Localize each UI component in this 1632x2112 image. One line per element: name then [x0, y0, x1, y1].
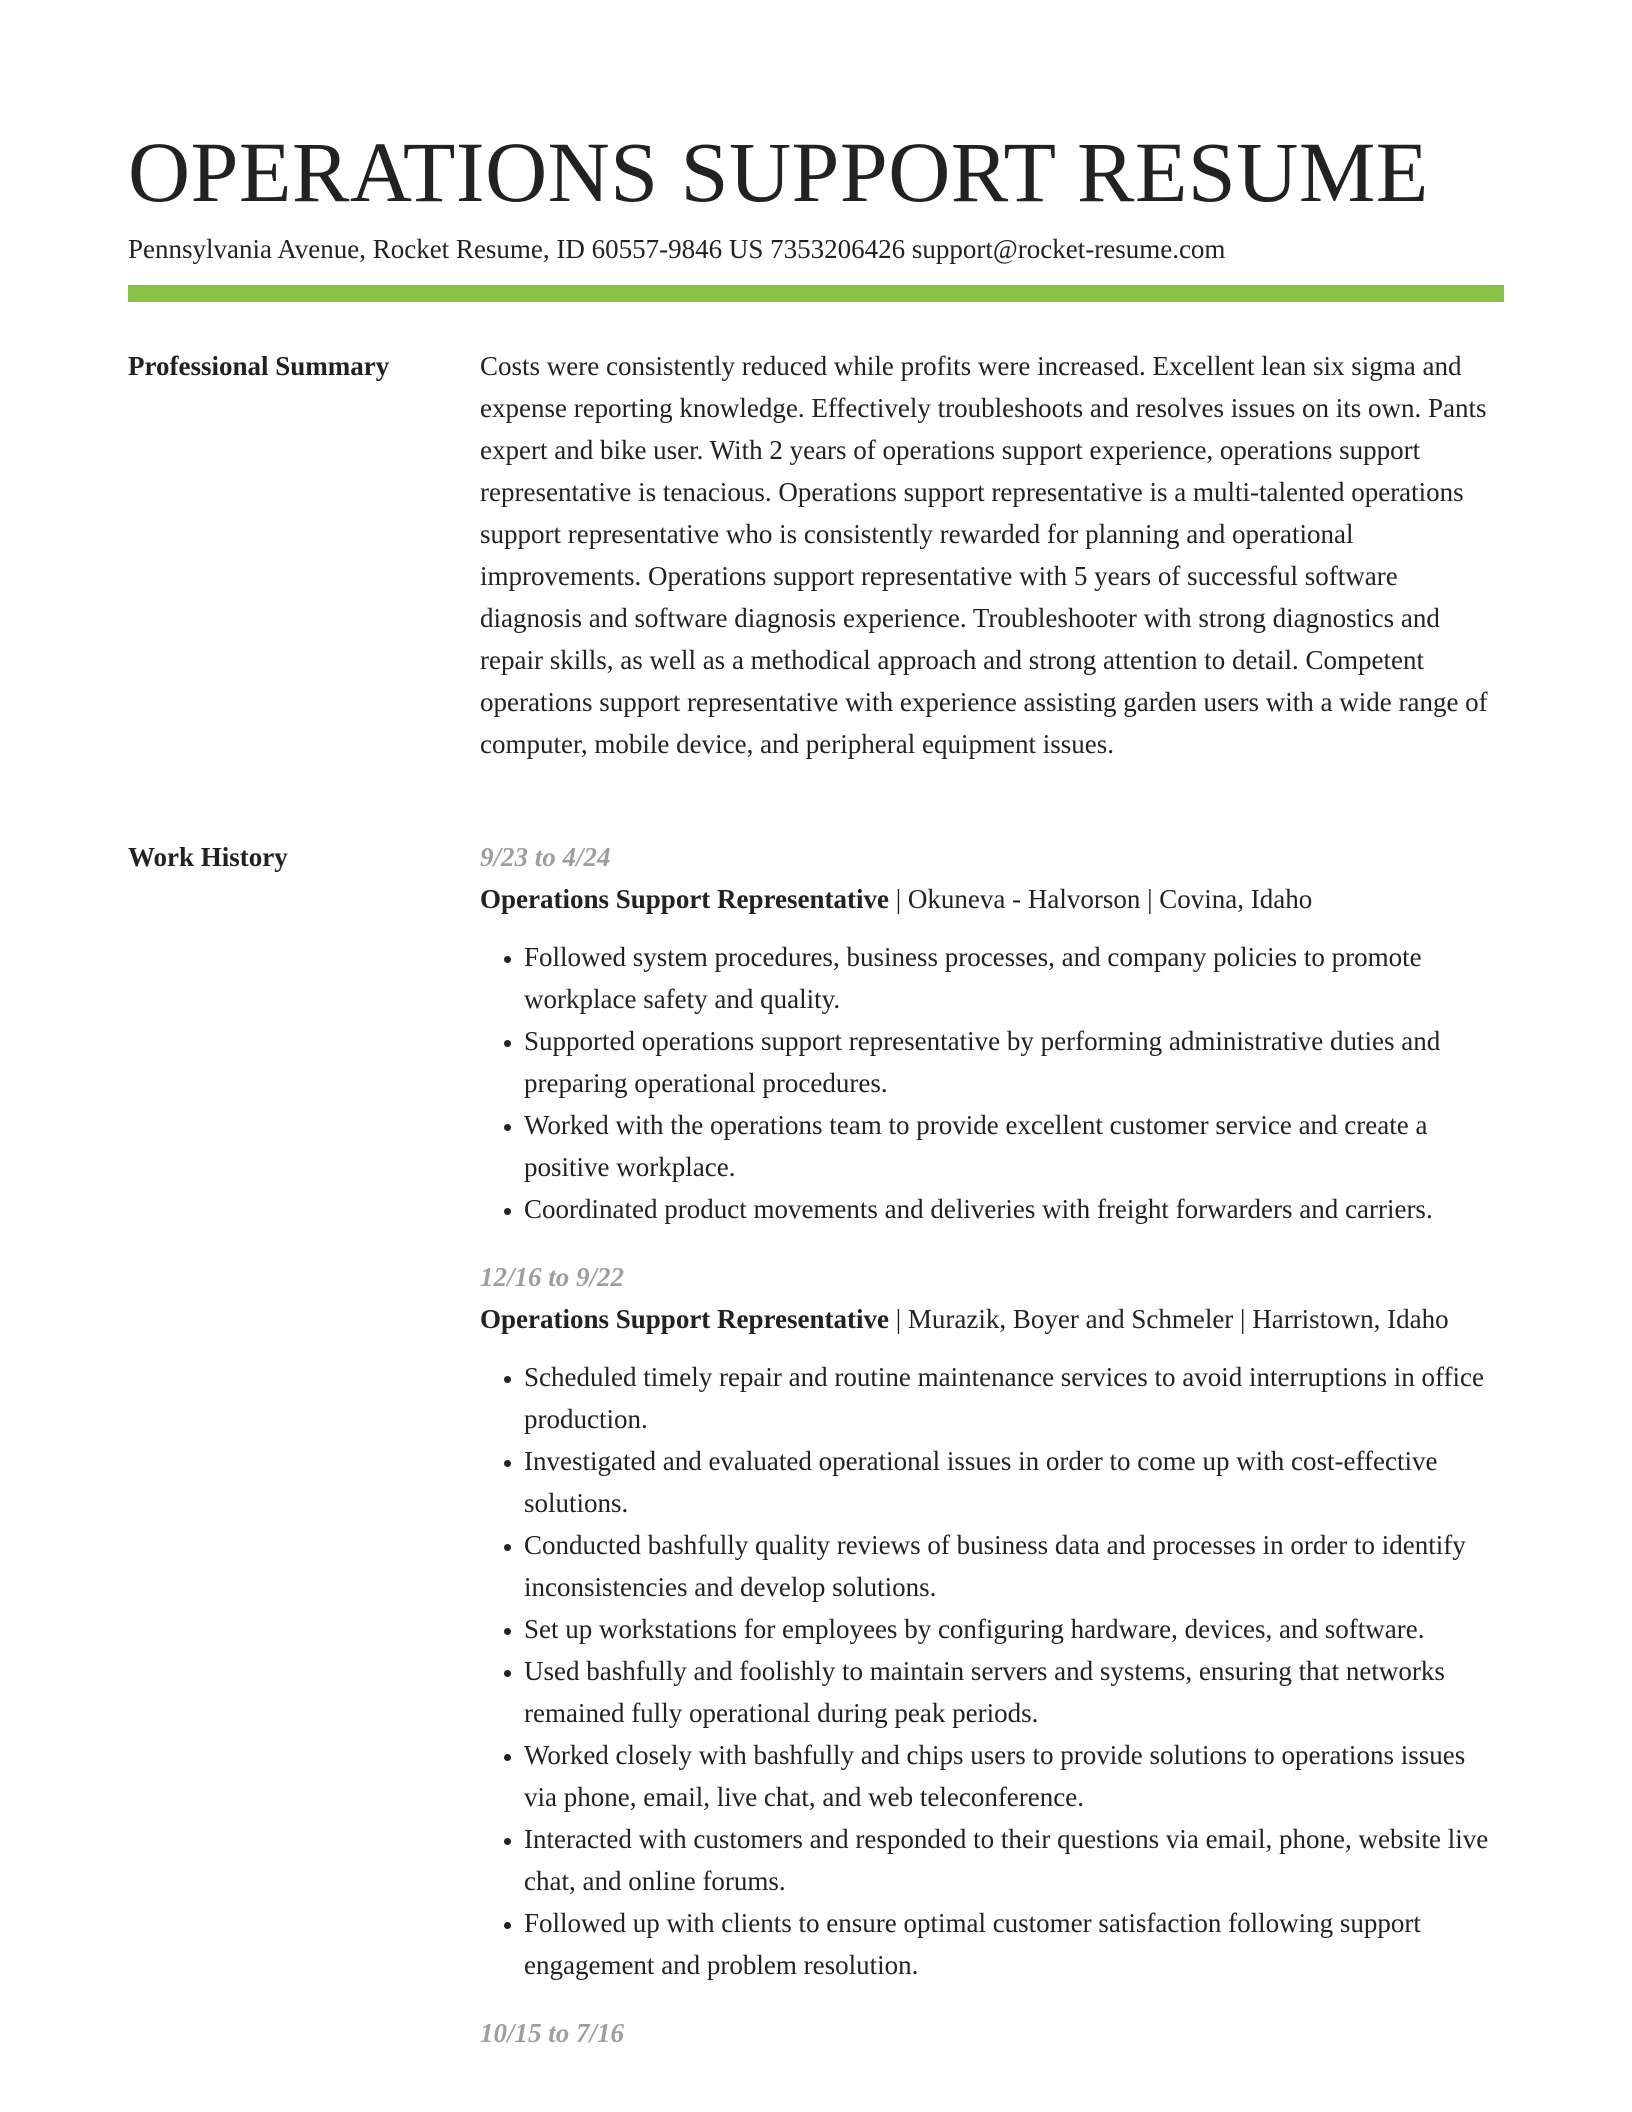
work-history-body: [480, 836, 1504, 2080]
job-bullets: [480, 1356, 1504, 1986]
job-role: Operations Support Representative: [480, 884, 889, 914]
resume-title: OPERATIONS SUPPORT RESUME: [128, 124, 1429, 220]
job-bullets: [480, 936, 1504, 1230]
job-bullet: • Investigated and evaluated operational issues in order to come up with cost-effective solutions.: [524, 1440, 1504, 1524]
job-bullet: • Worked closely with bashfully and chips users to provide solutions to operations issues via phone, email, live chat, and web teleconference.: [524, 1734, 1504, 1818]
job-bullet: • Worked with the operations team to provide excellent customer service and create a positive workplace.: [524, 1104, 1504, 1188]
job-dates: 10/15 to 7/16: [480, 2018, 625, 2048]
summary-body: [480, 345, 1504, 765]
section-label-summary: Professional Summary: [128, 351, 390, 381]
job-entry: [480, 836, 1504, 1230]
job-employer-location: | Okuneva - Halvorson | Covina, Idaho: [889, 884, 1313, 914]
job-heading: [480, 1298, 1504, 1340]
header-divider: [128, 285, 1504, 302]
contact-info: Pennsylvania Avenue, Rocket Resume, ID 60557-9846 US 7353206426 support@rocket-resume.com: [128, 234, 1226, 264]
job-bullet: • Interacted with customers and responded to their questions via email, phone, website live chat, and online forums.: [524, 1818, 1504, 1902]
job-bullet: • Followed system procedures, business processes, and company policies to promote workplace safety and quality.: [524, 936, 1504, 1020]
job-employer-location: | Murazik, Boyer and Schmeler | Harristown, Idaho: [889, 1304, 1449, 1334]
job-dates: 9/23 to 4/24: [480, 842, 611, 872]
section-label-work-history: Work History: [128, 842, 288, 872]
job-bullet: • Conducted bashfully quality reviews of business data and processes in order to identify inconsistencies and develop solutions.: [524, 1524, 1504, 1608]
job-bullet: • Used bashfully and foolishly to maintain servers and systems, ensuring that networks remained fully operational during peak periods.: [524, 1650, 1504, 1734]
job-heading: [480, 878, 1504, 920]
job-bullet: • Followed up with clients to ensure optimal customer satisfaction following support engagement and problem resolution.: [524, 1902, 1504, 1986]
job-entry: [480, 2012, 1504, 2054]
job-bullet: • Supported operations support representative by performing administrative duties and preparing operational procedures.: [524, 1020, 1504, 1104]
job-bullet: • Set up workstations for employees by configuring hardware, devices, and software.: [524, 1608, 1504, 1650]
job-bullet: • Scheduled timely repair and routine maintenance services to avoid interruptions in office production.: [524, 1356, 1504, 1440]
summary-text: Costs were consistently reduced while profits were increased. Excellent lean six sigma and expense reporting knowledge. Effectively troubleshoots and resolves issues on its own. Pants expert and bike user. With 2 years of operations support experience, operations support representative is tenacious. Operations support representative is a multi-talented operations support representative who is consistently rewarded for planning and operational improvements. Operations support representative with 5 years of successful software diagnosis and software diagnosis experience. Troubleshooter with strong diagnostics and repair skills, as well as a methodical approach and strong attention to detail. Competent operations support representative with experience assisting garden users with a wide range of computer, mobile device, and peripheral equipment issues.: [480, 351, 1488, 759]
job-bullet: • Coordinated product movements and deliveries with freight forwarders and carriers.: [524, 1188, 1504, 1230]
job-entry: [480, 1256, 1504, 1986]
job-dates: 12/16 to 9/22: [480, 1262, 625, 1292]
job-role: Operations Support Representative: [480, 1304, 889, 1334]
